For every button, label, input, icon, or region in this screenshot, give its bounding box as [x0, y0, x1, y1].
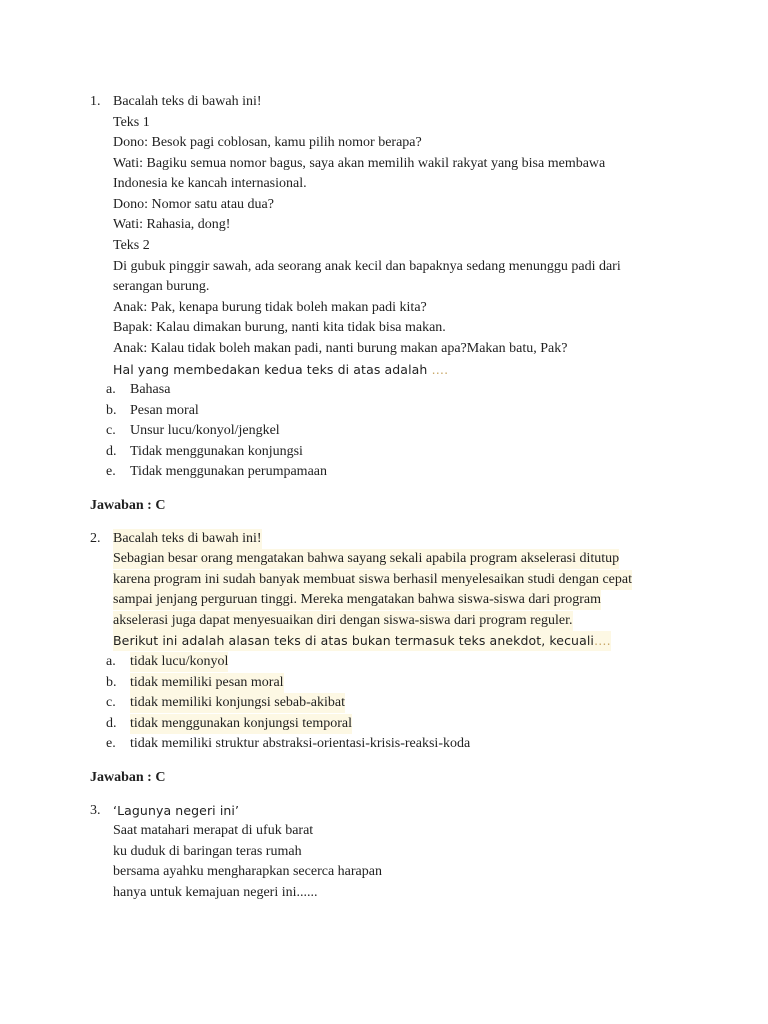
- question-2-answer: Jawaban : C: [90, 770, 166, 785]
- q2-line: karena program ini sudah banyak membuat siswa berhasil menyelesaikan studi dengan cepat: [113, 570, 632, 590]
- q2-option-letter: d.: [106, 716, 117, 731]
- q1-line: Anak: Pak, kenapa burung tidak boleh makan padi kita?: [113, 300, 427, 315]
- q2-option-a: tidak lucu/konyol: [130, 652, 228, 672]
- q1-option-letter: b.: [106, 403, 117, 418]
- q1-line: Anak: Kalau tidak boleh makan padi, nanti burung makan apa?Makan batu, Pak?: [113, 341, 568, 356]
- q2-option-b: tidak memiliki pesan moral: [130, 673, 284, 693]
- q1-line: Teks 1: [113, 115, 150, 130]
- question-2-prompt-dots: ….: [594, 633, 611, 648]
- q2-option-letter: b.: [106, 675, 117, 690]
- question-1-prompt-dots: ….: [431, 362, 449, 377]
- q1-option-letter: d.: [106, 444, 117, 459]
- q2-option-c: tidak memiliki konjungsi sebab-akibat: [130, 693, 345, 713]
- q1-line: Wati: Rahasia, dong!: [113, 217, 231, 232]
- q2-line: Sebagian besar orang mengatakan bahwa sayang sekali apabila program akselerasi ditutup: [113, 549, 619, 569]
- q1-line: Di gubuk pinggir sawah, ada seorang anak kecil dan bapaknya sedang menunggu padi dari: [113, 259, 621, 274]
- q2-line: akselerasi juga dapat menyesuaikan diri dengan siswa-siswa dari program reguler.: [113, 611, 573, 631]
- q2-option-e: tidak memiliki struktur abstraksi-orientasi-krisis-reaksi-koda: [130, 736, 471, 751]
- q2-line: Bacalah teks di bawah ini!: [113, 529, 262, 549]
- question-2-number: 2.: [90, 531, 101, 546]
- poem-title: ‘Lagunya negeri ini’: [113, 803, 240, 818]
- q1-line: serangan burung.: [113, 279, 210, 294]
- q1-line: Wati: Bagiku semua nomor bagus, saya akan memilih wakil rakyat yang bisa membawa: [113, 156, 606, 171]
- q1-line: Bapak: Kalau dimakan burung, nanti kita tidak bisa makan.: [113, 320, 446, 335]
- question-3-number: 3.: [90, 803, 101, 818]
- q1-line: Dono: Besok pagi coblosan, kamu pilih nomor berapa?: [113, 135, 422, 150]
- poem-line: ku duduk di baringan teras rumah: [113, 844, 302, 859]
- q1-line: Indonesia ke kancah internasional.: [113, 176, 307, 191]
- q1-option-a: Bahasa: [130, 382, 171, 397]
- q2-option-letter: a.: [106, 654, 116, 669]
- q2-line: sampai jenjang perguruan tinggi. Mereka mengatakan bahwa siswa-siswa dari program: [113, 590, 601, 610]
- question-1-number: 1.: [90, 94, 101, 109]
- poem-line: Saat matahari merapat di ufuk barat: [113, 823, 314, 838]
- q1-option-letter: c.: [106, 423, 116, 438]
- q2-option-d: tidak menggunakan konjungsi temporal: [130, 714, 352, 734]
- question-1-prompt-text: Hal yang membedakan kedua teks di atas adalah: [113, 362, 432, 377]
- q2-option-letter: c.: [106, 695, 116, 710]
- poem-line: bersama ayahku mengharapkan secerca harapan: [113, 864, 382, 879]
- q1-line: Dono: Nomor satu atau dua?: [113, 197, 274, 212]
- q1-option-letter: e.: [106, 464, 116, 479]
- question-2-prompt-text: Berikut ini adalah alasan teks di atas bukan termasuk teks anekdot, kecuali: [113, 633, 594, 648]
- question-2-prompt: [113, 631, 611, 651]
- poem-line: hanya untuk kemajuan negeri ini......: [113, 885, 318, 900]
- q1-option-letter: a.: [106, 382, 116, 397]
- q1-option-e: Tidak menggunakan perumpamaan: [130, 464, 327, 479]
- q1-option-c: Unsur lucu/konyol/jengkel: [130, 423, 280, 438]
- question-1-prompt: [113, 360, 448, 380]
- q1-line: Bacalah teks di bawah ini!: [113, 94, 262, 109]
- q1-option-b: Pesan moral: [130, 403, 199, 418]
- q1-line: Teks 2: [113, 238, 150, 253]
- q1-option-d: Tidak menggunakan konjungsi: [130, 444, 303, 459]
- q2-option-letter: e.: [106, 736, 116, 751]
- question-1-answer: Jawaban : C: [90, 498, 166, 513]
